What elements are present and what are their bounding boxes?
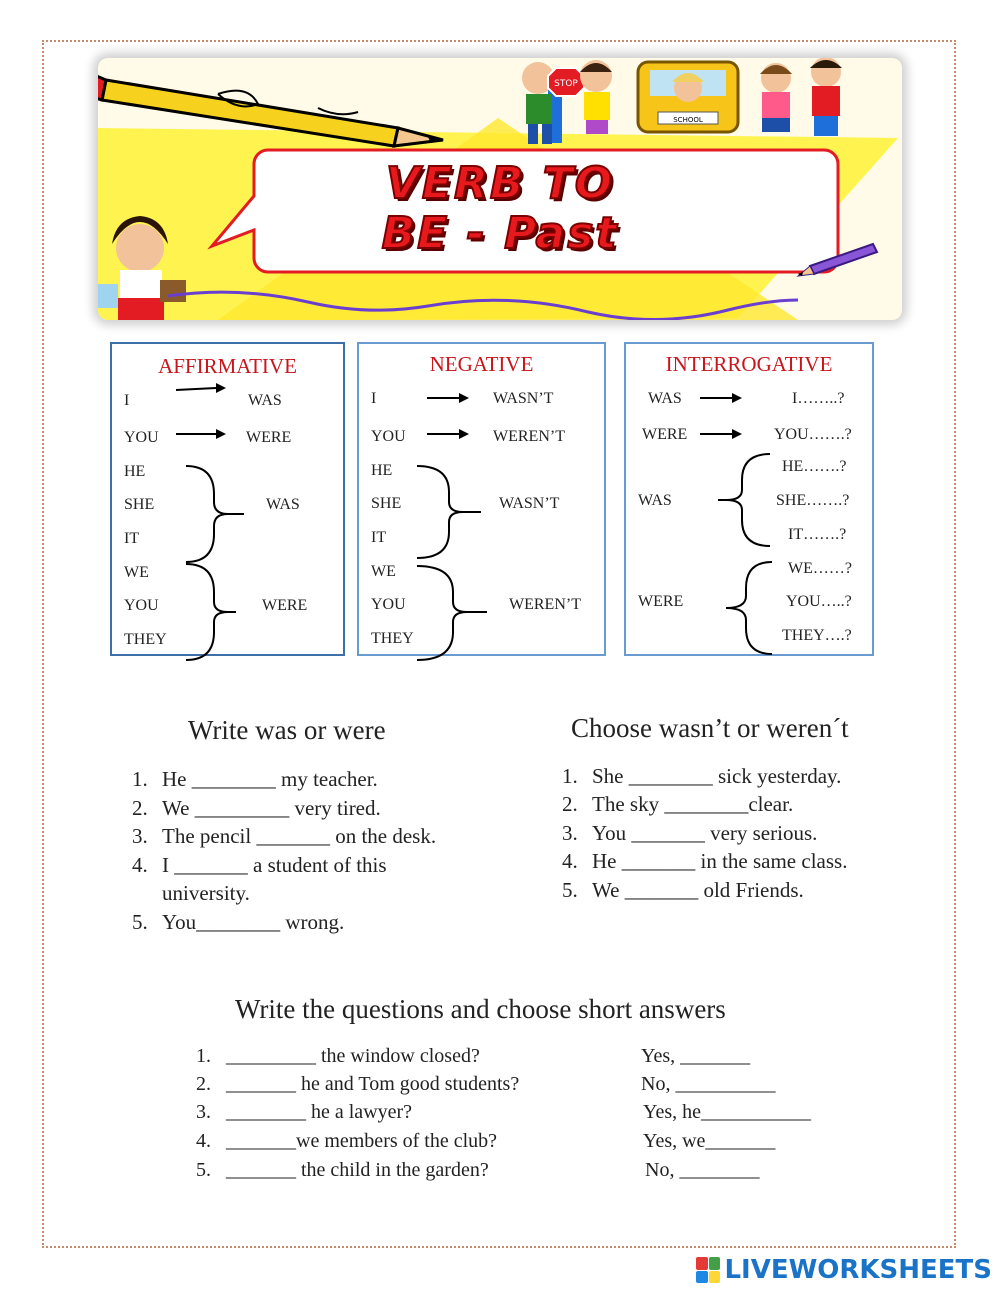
question-text: _______we members of the club? — [226, 1130, 498, 1152]
item-text: The sky ________clear. — [592, 792, 794, 817]
negative-it: IT — [371, 529, 387, 546]
item-text: He _______ in the same class. — [592, 849, 848, 874]
item-text: We _________ very tired. — [162, 795, 381, 820]
affirmative-you: YOU — [124, 429, 159, 446]
negative-wasnt: WASN’T — [493, 390, 554, 407]
exercise3-title: Write the questions and choose short answers — [235, 994, 726, 1024]
brand-name: LIVEWORKSHEETS — [724, 1255, 992, 1285]
question-row[interactable] — [196, 1101, 412, 1124]
exercise2-item[interactable] — [562, 762, 847, 790]
item-text: You _______ very serious. — [592, 820, 818, 845]
liveworksheets-logo-icon — [696, 1257, 720, 1283]
question-row[interactable] — [196, 1159, 489, 1182]
affirmative-it: IT — [124, 530, 140, 547]
item-number: 3. — [196, 1101, 211, 1123]
question-text: ________ he a lawyer? — [226, 1101, 413, 1123]
exercise2-item[interactable] — [562, 790, 847, 818]
banner-title-line-1: VERB TO — [385, 158, 615, 209]
negative-they: THEY — [371, 630, 414, 647]
exercise2-item[interactable] — [562, 876, 847, 904]
item-text: You________ wrong. — [162, 909, 345, 934]
affirmative-he: HE — [124, 463, 146, 480]
interrogative-he: HE…….? — [782, 458, 847, 475]
item-text: I _______ a student of this — [162, 852, 387, 877]
question-text: _______ the child in the garden? — [226, 1159, 489, 1181]
interrogative-were-group: WERE — [638, 593, 684, 610]
exercise2-title: Choose wasn’t or weren´t — [571, 713, 849, 743]
interrogative-they: THEY….? — [782, 627, 852, 644]
question-text: _________ the window closed? — [226, 1045, 480, 1067]
kids-illustration — [522, 58, 842, 144]
exercise1-list — [132, 765, 436, 937]
short-answer[interactable]: Yes, we_______ — [643, 1130, 776, 1152]
negative-he: HE — [371, 462, 393, 479]
negative-title: NEGATIVE — [429, 352, 534, 376]
negative-we: WE — [371, 563, 396, 580]
interrogative-title: INTERROGATIVE — [665, 352, 833, 376]
negative-i: I — [371, 390, 377, 407]
question-row[interactable] — [196, 1073, 519, 1096]
item-text: university. — [162, 881, 250, 906]
affirmative-was-group: WAS — [266, 496, 300, 513]
negative-you: YOU — [371, 428, 406, 445]
item-number: 1. — [132, 767, 148, 791]
exercise1-item[interactable] — [132, 908, 436, 937]
exercise1-item[interactable] — [132, 822, 436, 851]
item-number: 3. — [132, 824, 148, 849]
interrogative-we: WE……? — [788, 560, 852, 577]
interrogative-table — [624, 342, 874, 656]
banner-title-line-2: BE - Past — [381, 208, 619, 259]
interrogative-was: WAS — [648, 390, 682, 407]
item-text: We _______ old Friends. — [592, 877, 804, 902]
negative-she: SHE — [371, 495, 402, 512]
affirmative-were-group: WERE — [262, 597, 308, 614]
affirmative-we: WE — [124, 564, 149, 581]
item-number: 4. — [562, 849, 578, 874]
item-number: 4. — [132, 852, 148, 877]
liveworksheets-brand[interactable] — [696, 1255, 992, 1285]
short-answer[interactable]: No, __________ — [641, 1073, 776, 1095]
question-row[interactable] — [196, 1130, 497, 1153]
negative-werent: WEREN’T — [493, 428, 565, 445]
interrogative-i: I……..? — [792, 390, 845, 407]
item-text: The pencil _______ on the desk. — [162, 824, 437, 849]
question-row[interactable] — [196, 1045, 480, 1068]
item-number: 5. — [132, 909, 148, 934]
exercise2-item[interactable] — [562, 847, 847, 875]
title-banner — [98, 58, 902, 320]
affirmative-table — [110, 342, 345, 656]
item-number: 2. — [132, 795, 148, 820]
affirmative-were: WERE — [246, 429, 292, 446]
item-text: He ________ my teacher. — [162, 767, 378, 791]
exercise1-title: Write was or were — [188, 715, 386, 745]
item-number: 2. — [562, 792, 578, 817]
affirmative-i: I — [124, 392, 130, 409]
interrogative-you: YOU…….? — [774, 426, 852, 443]
exercise1-item[interactable] — [132, 851, 436, 880]
affirmative-you-plural: YOU — [124, 597, 159, 614]
short-answer[interactable]: Yes, _______ — [641, 1045, 751, 1067]
item-text: She ________ sick yesterday. — [592, 764, 842, 788]
interrogative-were: WERE — [642, 426, 688, 443]
short-answer[interactable]: Yes, he___________ — [643, 1101, 811, 1123]
exercise2-list — [562, 762, 847, 904]
item-number: 3. — [562, 820, 578, 845]
item-number: 5. — [562, 877, 578, 902]
item-number: 4. — [196, 1130, 211, 1152]
affirmative-they: THEY — [124, 631, 167, 648]
item-number: 5. — [196, 1159, 211, 1181]
exercise1-item-continuation — [132, 879, 436, 908]
bus-label: SCHOOL — [673, 116, 703, 124]
item-number: 2. — [196, 1073, 211, 1095]
affirmative-title: AFFIRMATIVE — [158, 354, 297, 378]
exercise2-item[interactable] — [562, 819, 847, 847]
negative-table — [357, 342, 606, 656]
stop-sign-label: STOP — [554, 79, 578, 89]
interrogative-it: IT…….? — [788, 526, 847, 543]
affirmative-was: WAS — [248, 392, 282, 409]
negative-werent-group: WEREN’T — [509, 596, 581, 613]
interrogative-she: SHE…….? — [776, 492, 850, 509]
negative-wasnt-group: WASN’T — [499, 495, 560, 512]
interrogative-you-plural: YOU…..? — [786, 593, 852, 610]
short-answer[interactable]: No, ________ — [645, 1159, 760, 1181]
negative-you-plural: YOU — [371, 596, 406, 613]
exercise1-item[interactable] — [132, 794, 436, 823]
interrogative-was-group: WAS — [638, 492, 672, 509]
affirmative-she: SHE — [124, 496, 155, 513]
item-number: 1. — [196, 1045, 211, 1067]
exercise1-item[interactable] — [132, 765, 436, 794]
question-text: _______ he and Tom good students? — [226, 1073, 520, 1095]
item-number: 1. — [562, 764, 578, 788]
